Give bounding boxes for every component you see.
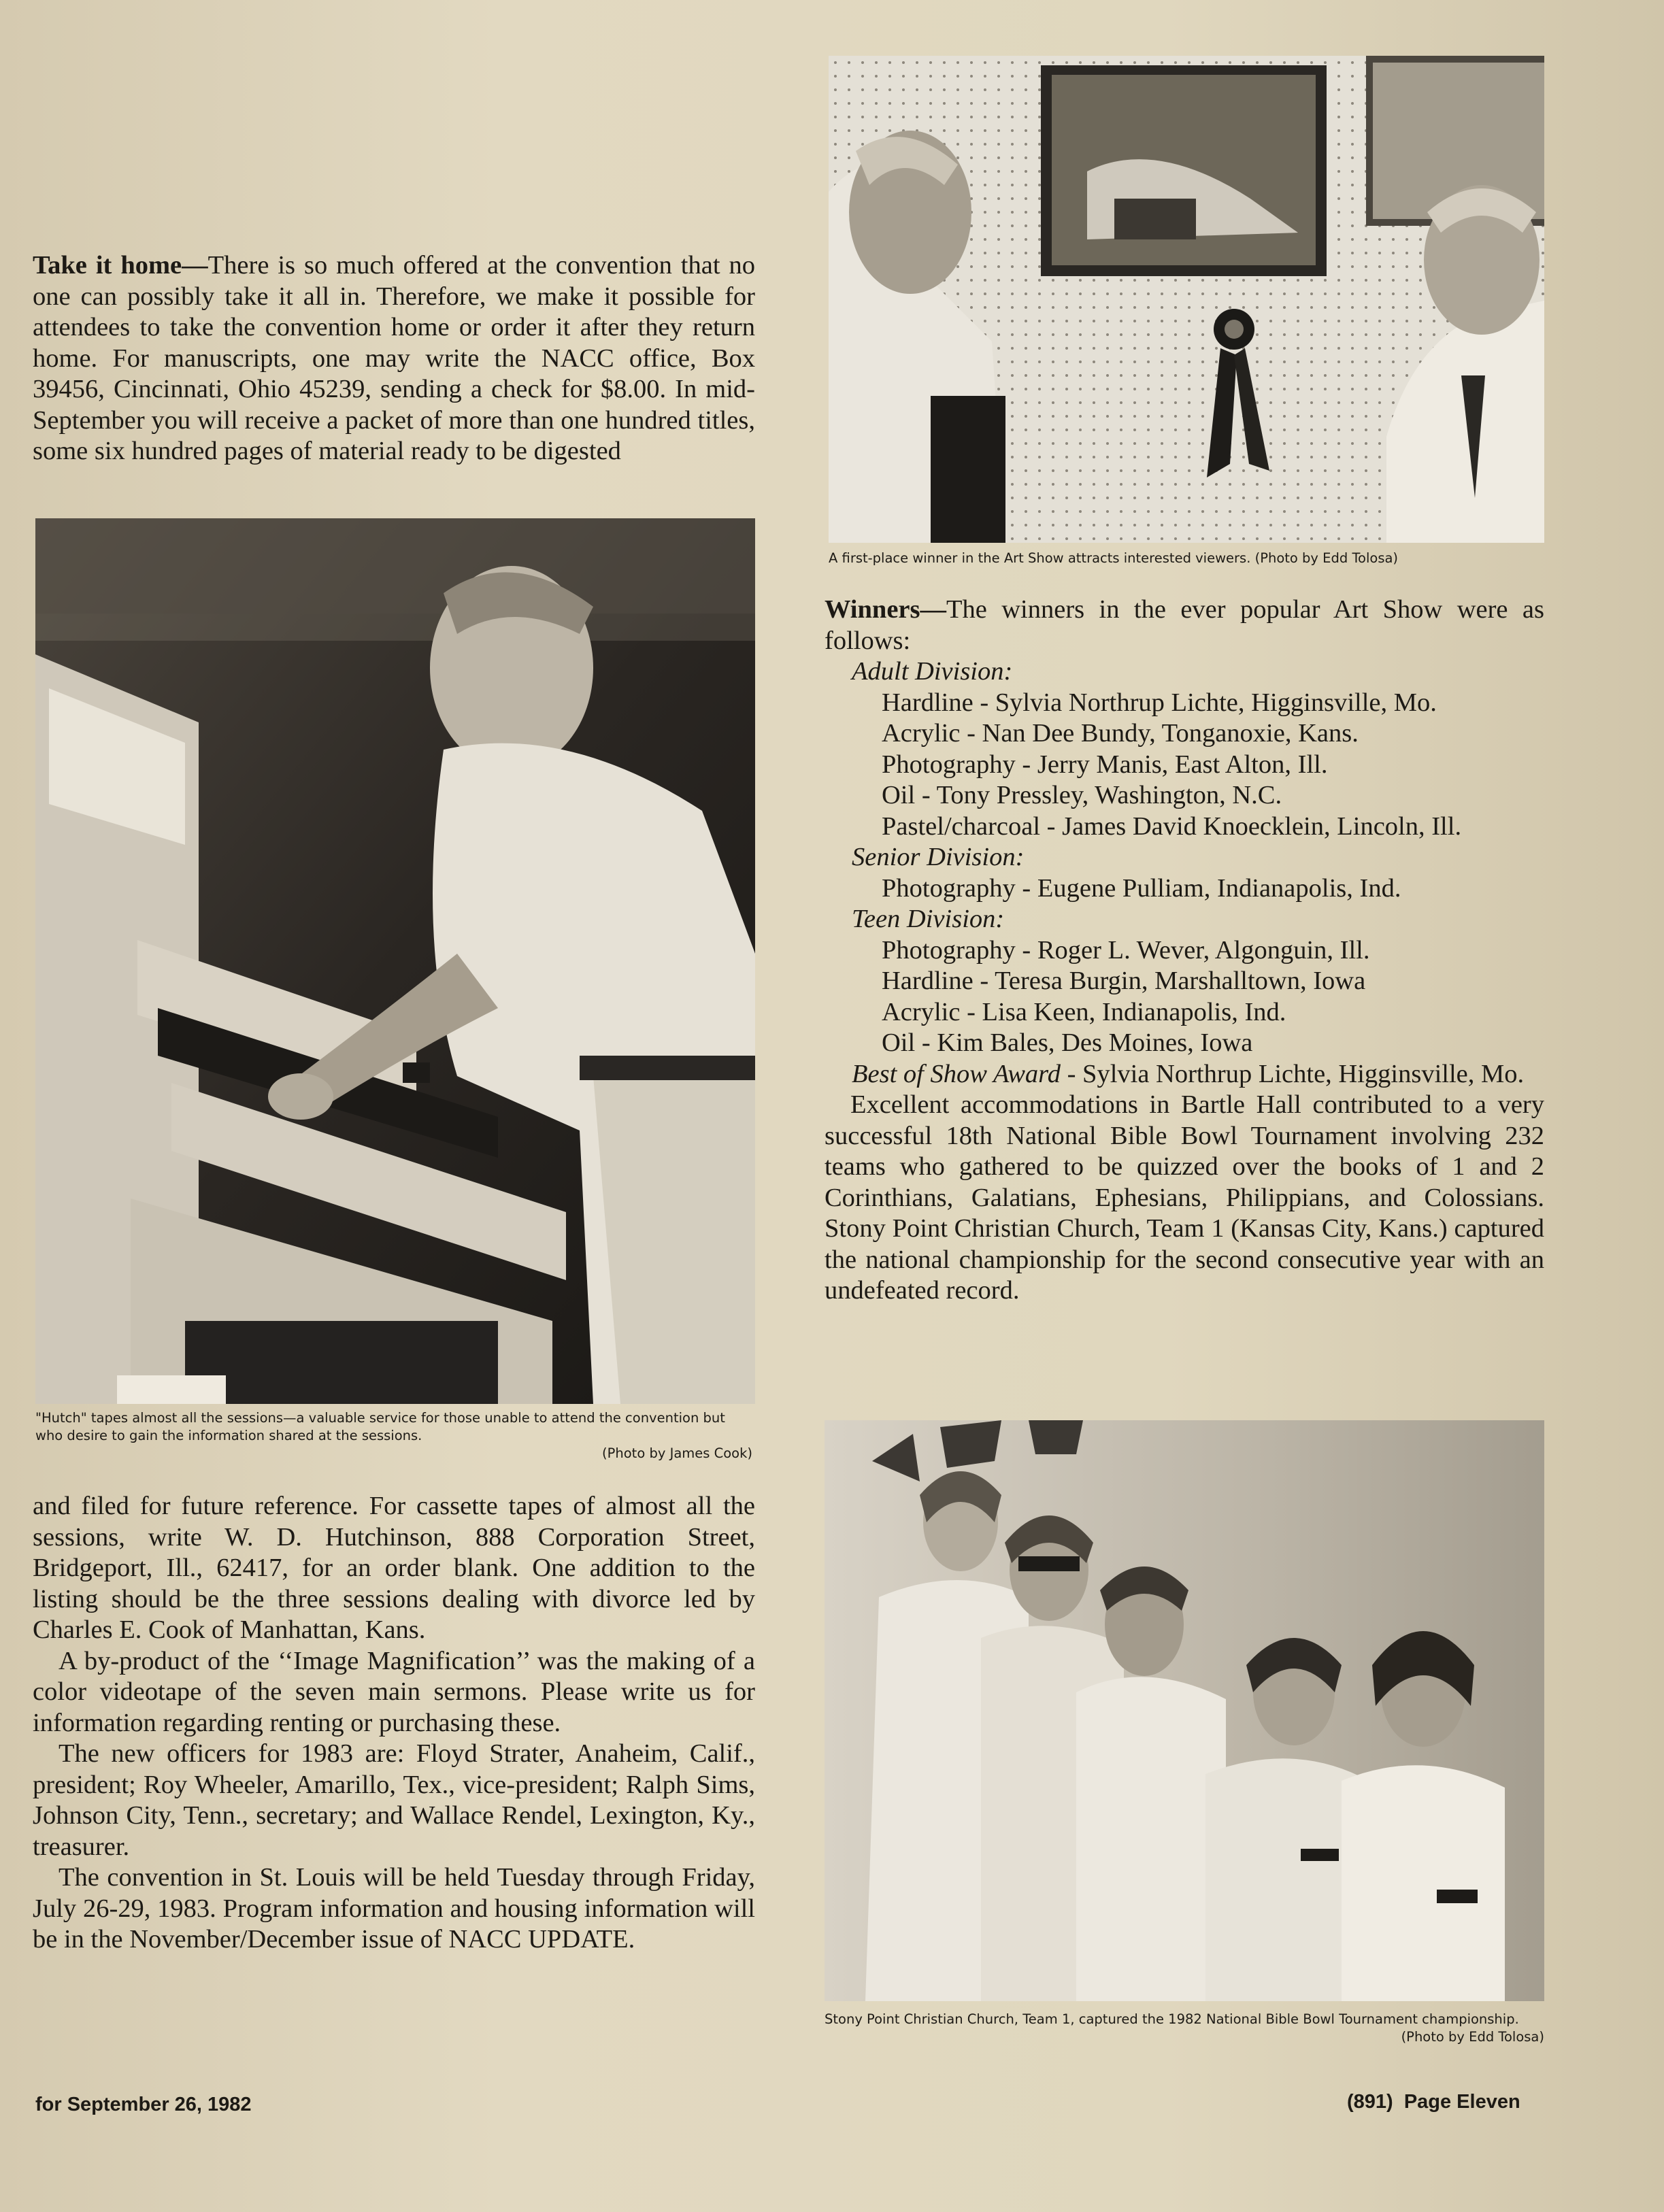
adult-entry: Photography - Jerry Manis, East Alton, Ill. bbox=[882, 750, 1328, 779]
take-it-home-paragraph bbox=[33, 250, 755, 467]
adult-entry: Pastel/charcoal - James David Knoecklein, Lincoln, Ill. bbox=[882, 811, 1462, 841]
footer-date: for September 26, 1982 bbox=[35, 2094, 252, 2115]
adult-entry: Hardline - Sylvia Northrup Lichte, Higginsville, Mo. bbox=[882, 688, 1437, 717]
footer-page-number: (891) Page Eleven bbox=[1347, 2091, 1520, 2113]
right-column-text bbox=[825, 594, 1544, 1307]
teen-entry: Hardline - Teresa Burgin, Marshalltown, Iowa bbox=[882, 967, 1366, 995]
photo-hutch-tapes-image bbox=[35, 518, 755, 1404]
senior-entry: Photography - Eugene Pulliam, Indianapolis, Ind. bbox=[882, 873, 1401, 903]
adult-entry: Oil - Tony Pressley, Washington, N.C. bbox=[882, 781, 1282, 809]
art-show-caption-block bbox=[829, 550, 1544, 567]
photo-bible-bowl-team-image bbox=[825, 1420, 1544, 2001]
teen-entry: Acrylic - Lisa Keen, Indianapolis, Ind. bbox=[882, 997, 1286, 1026]
photo-art-show bbox=[829, 56, 1544, 543]
photo-hutch-tapes bbox=[35, 518, 755, 1404]
left-column-bottom bbox=[33, 1491, 755, 1956]
teen-division-heading: Teen Division: bbox=[852, 905, 1005, 933]
st-louis-paragraph: The convention in St. Louis will be held Tuesday through Friday, July 26-29, 1983. Program information and housing information will be in the November/December issue of NACC UPDATE. bbox=[33, 1863, 755, 1954]
team-photo-credit: (Photo by Edd Tolosa) bbox=[1401, 2029, 1544, 2045]
team-caption-block bbox=[825, 2011, 1544, 2046]
hutch-caption: "Hutch" tapes almost all the sessions—a valuable service for those unable to attend the convention but who desire to gain the information shared at the sessions. bbox=[35, 1410, 725, 1443]
winners-intro: The winners in the ever popular Art Show were as follows: bbox=[825, 595, 1544, 655]
take-it-home-text: There is so much offered at the convention that no one can possibly take it all in. Therefore, we make it possible for attendees to take the convention home or order it after they return home. For manuscripts, one may write the NACC office, Box 39456, Cincinnati, Ohio 45239, sending a check for $8.00. In mid-September you will receive a packet of more than one hundred titles, some six hundred pages of material ready to be digested bbox=[33, 251, 755, 465]
photo-art-show-image bbox=[829, 56, 1544, 543]
winners-intro-paragraph bbox=[825, 594, 1544, 656]
bible-bowl-paragraph: Excellent accommodations in Bartle Hall contributed to a very successful 18th National Bible Bowl Tournament involving 232 teams who gathered to be quizzed over the books of 1 and 2 Corinthians, Galatians, Ephesians, Philippians, and Colossians. Stony Point Christian Church, Team 1 (Kansas City, Kans.) captured the national championship for the second consecutive year with an undefeated record. bbox=[825, 1090, 1544, 1305]
left-column-top bbox=[33, 250, 755, 467]
team-caption: Stony Point Christian Church, Team 1, captured the 1982 National Bible Bowl Tournament championship. bbox=[825, 2011, 1519, 2027]
officers-paragraph: The new officers for 1983 are: Floyd Strater, Anaheim, Calif., president; Roy Wheeler, Amarillo, Tex., vice-president; Ralph Sims, Johnson City, Tenn., secretary; and Wallace Rendel, Lexington, Ky., treasurer. bbox=[33, 1739, 755, 1861]
senior-division-heading: Senior Division: bbox=[852, 843, 1025, 871]
hutch-caption-block bbox=[35, 1409, 752, 1462]
adult-division-heading: Adult Division: bbox=[852, 657, 1013, 686]
winners-list bbox=[825, 656, 1544, 1059]
photo-bible-bowl-team bbox=[825, 1420, 1544, 2001]
hutch-photo-credit: (Photo by James Cook) bbox=[602, 1445, 752, 1461]
best-of-show-paragraph bbox=[825, 1059, 1544, 1090]
best-of-show-winner: - Sylvia Northrup Lichte, Higginsville, Mo. bbox=[1060, 1059, 1525, 1088]
art-show-caption: A first-place winner in the Art Show attracts interested viewers. (Photo by Edd Tolosa) bbox=[829, 550, 1399, 566]
teen-entry: Oil - Kim Bales, Des Moines, Iowa bbox=[882, 1028, 1253, 1057]
adult-entry: Acrylic - Nan Dee Bundy, Tonganoxie, Kans. bbox=[882, 719, 1359, 748]
tapes-paragraph: and filed for future reference. For cassette tapes of almost all the sessions, write W. D. Hutchinson, 888 Corporation Street, Bridgeport, Ill., 62417, for an order blank. One addition to the listing should be the three sessions dealing with divorce led by Charles E. Cook of Manhattan, Kans. bbox=[33, 1492, 755, 1644]
best-of-show-heading: Best of Show Award bbox=[852, 1059, 1061, 1088]
teen-entry: Photography - Roger L. Wever, Algonguin, Ill. bbox=[882, 935, 1370, 965]
winners-lead: Winners— bbox=[825, 595, 946, 624]
videotape-paragraph: A by-product of the ‘‘Image Magnification’’ was the making of a color videotape of the seven main sermons. Please write us for information regarding renting or purchasing these. bbox=[33, 1646, 755, 1737]
take-it-home-lead: Take it home— bbox=[33, 251, 208, 280]
